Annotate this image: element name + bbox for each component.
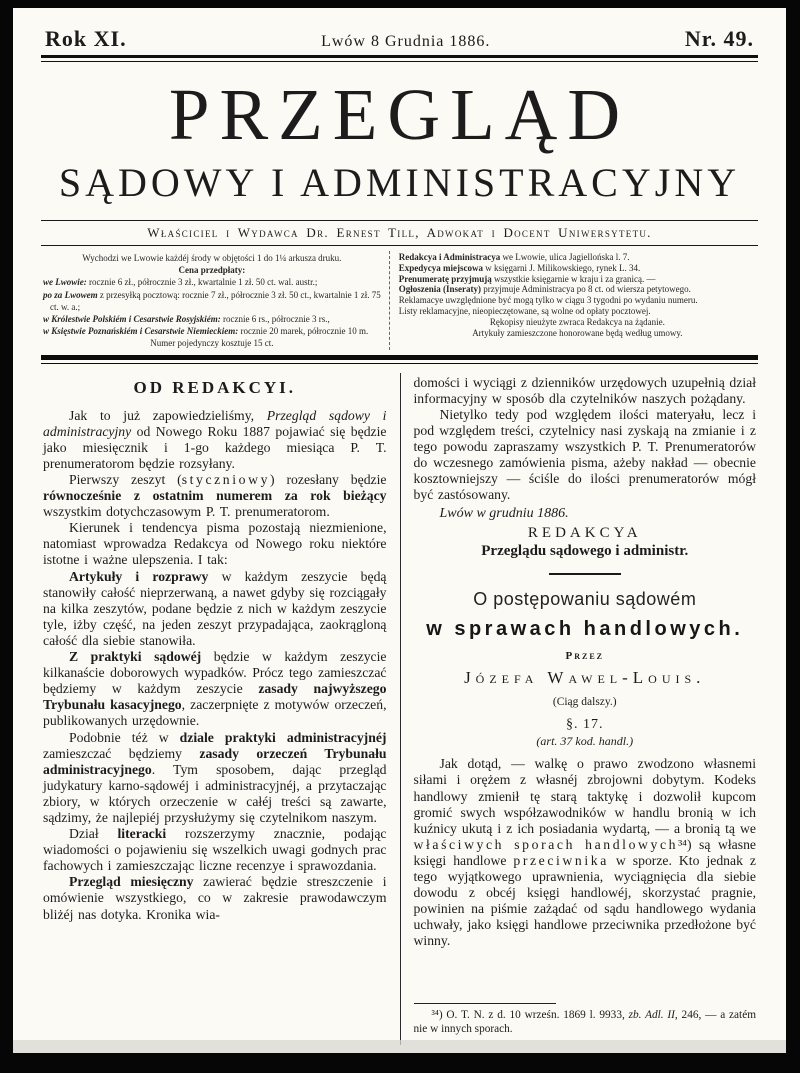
right-column — [400, 373, 759, 1045]
section-reference: (art. 37 kod. handl.) — [536, 734, 634, 749]
frequency-line: Wychodzi we Lwowie każdéj środy w objętości 1 do 1¼ arkusza druku. — [82, 253, 342, 263]
subscription-info-box — [41, 251, 389, 350]
scan-artifact-band — [13, 1040, 786, 1053]
footnote-block — [414, 1003, 757, 1044]
section-number: §. 17. — [566, 717, 604, 733]
paragraph: Artykuły i rozprawy w każdym zeszycie będą stanowiły całość nieprzerwaną, a nawet gdyby się rozciągały na kilka zeszytów, podane będzie z nich w każdym zeszycie tyle, iżby część, na jeden zeszyt przypadająca, zaokrągloną całość dla siebie stanowiła. — [43, 568, 387, 648]
issue-number: Nr. 49. — [684, 26, 754, 51]
ads-line: Ogłoszenia (Inseraty) przyjmuje Administracya po 8 ct. od wiersza petytowego. — [398, 284, 691, 295]
byline-prefix: Przez — [565, 650, 604, 663]
honoraria-note: Artykuły zamieszczone honorowane będą według umowy. — [472, 327, 683, 338]
volume-label: Rok XI. — [45, 26, 127, 51]
paragraph-continued: domości i wyciągi z dzienników urzędowych uzupełnią dział informacyjny w sposób dla czytelników naszych pożądany. — [413, 374, 756, 406]
paragraph: Przegląd miesięczny zawierać będzie streszczenie i omówienie wszystkiego, co w zakresie prawodawczym bliżéj nas dotyka. Kronika wia- — [43, 874, 387, 922]
paragraph: Jak to już zapowiedzieliśmy, Przegląd sądowy i administracyjny od Nowego Roku 1887 pojawiać się będzie jako miesięcznik i 1-go każdego miesiąca P. T. prenumeratorom będzie rozsyłany. — [43, 407, 387, 471]
footnote-rule — [414, 1003, 556, 1004]
paragraph: Nietylko tedy pod względem ilości materyału, lecz i pod względem treści, czytelnicy nasi zyskają na zmianie i z tego powodu zapraszamy wszystkich P. T. Prenumeratorów do wczesnego zamówienia pisma, ażeby nakład — obecnie kosztowniejszy — ściśle do ilości prenumeratorów mógł być zastósowany. — [413, 406, 756, 503]
section-divider-rule — [549, 573, 621, 575]
paragraph: Pierwszy zeszyt (styczniowy) rozesłany będzie równocześnie z ostatnim numerem za rok bieżący wszystkim dotychczasowym P. T. prenumeratorom. — [43, 472, 387, 520]
single-issue-price: Numer pojedynczy kosztuje 15 ct. — [150, 338, 274, 349]
paragraph: Dział literacki rozszerzymy znacznie, podając wiadomości o pojawieniu się wszelkich uwagi godnych prac fachowych i zamieszczając liczne recenzye i sprawozdania. — [43, 826, 387, 874]
manuscripts-note: Rękopisy nieużyte zwraca Redakcya na żądanie. — [489, 316, 665, 327]
subscription-line: Prenumeratę przyjmują wszystkie księgarnie w kraju i za granicą. — — [398, 273, 656, 284]
issue-dateline: Lwów 8 Grudnia 1886. — [321, 33, 491, 50]
letters-line: Listy reklamacyjne, nieopieczętowane, są wolne od opłaty pocztowej. — [398, 305, 651, 316]
article-title-line1: O postępowaniu sądowém — [473, 589, 697, 610]
price-item: po za Lwowem z przesyłką pocztową: rocznie 7 zł., półrocznie 3 zł. 50 ct., kwartalnie 1 zł. 75 ct. w. a.; — [43, 289, 381, 312]
left-column — [41, 373, 400, 1045]
signature-journal: Przeglądu sądowego i administr. — [481, 543, 689, 560]
closing-dateline: Lwów w grudniu 1886. — [439, 506, 569, 522]
body-columns — [41, 373, 758, 1045]
claims-line: Reklamacye uwzględnione być mogą tylko w ciągu 3 tygodni po wydaniu numeru. — [398, 295, 698, 306]
publisher-rule-top — [41, 220, 758, 221]
header-rule — [41, 55, 758, 62]
price-heading: Cena przedpłaty: — [178, 265, 246, 276]
editorial-info-box — [389, 251, 758, 350]
expedition-line: Expedycya miejscowa w księgarni J. Milikowskiego, rynek L. 34. — [398, 262, 641, 273]
article-author: Józefa Wawel-Louis. — [464, 668, 706, 688]
price-item: we Lwowie: rocznie 6 zł., półrocznie 3 zł., kwartalnie 1 zł. 50 ct. wal. austr.; — [43, 277, 318, 288]
paragraph: Kierunek i tendencya pisma pozostają niezmienione, natomiast wprowadza Redakcya od Nowego roku niektóre istotne i ważne ulepszenia. I tak: — [43, 520, 387, 568]
journal-title-line1: PRZEGLĄD — [168, 74, 631, 155]
journal-title-line2: SĄDOWY I ADMINISTRACYJNY — [58, 160, 741, 205]
footnote-text: ³⁴) O. T. N. z d. 10 wrześn. 1869 l. 9933, zb. Adl. II, 246, — a zatém nie w innych sporach. — [413, 1009, 756, 1036]
article-title-line2: w sprawach handlowych. — [426, 618, 744, 641]
section-title: OD REDAKCYI. — [133, 377, 297, 397]
publisher-line: Właściciel i Wydawca Dr. Ernest Till, Adwokat i Docent Uniwersytetu. — [147, 225, 652, 240]
editorial-address-line: Redakcya i Administracya we Lwowie, ulica Jagiellońska l. 7. — [398, 252, 630, 262]
signature-redakcya: REDAKCYA — [527, 525, 642, 542]
issue-header — [41, 26, 758, 52]
paragraph: Podobnie téż w dziale praktyki administracyjnéj zamieszczać będziemy zasady orzeczeń Trybunału administracyjnego. Tym sposobem, dając przegląd judykatury karno-sądowéj i administracyjnéj, a przytaczając zbiory, w których orzeczenie w całéj treści są zawarte, sądzimy, że najlepiéj przysłużymy się czytelnikom naszym. — [43, 729, 387, 825]
masthead-bottom-rule — [41, 355, 758, 364]
publisher-rule-bottom — [41, 245, 758, 246]
continuation-note: (Ciąg dalszy.) — [552, 696, 617, 709]
price-item: w Królestwie Polskiém i Cesarstwie Rosyjskiém: rocznie 6 rs., półrocznie 3 rs., — [43, 314, 330, 325]
paper-sheet — [13, 8, 786, 1053]
price-item: w Księstwie Poznańskiém i Cesarstwie Niemieckiem: rocznie 20 marek, półrocznie 10 m. — [43, 326, 369, 337]
article-paragraph: Jak dotąd, — walkę o prawo zwodzono własnemi siłami i orężem z własnéj zbrojowni dobytym. Kodeks handlowy zmienił tę starą taktykę i dozwolił kupcom gromić swych współzawodników w handlu bronią w ich kuźnicy ukutą i z ich posiadania wydartą, — a bronią tą we właściwych sporach handlowych³⁴) są własne księgi handlowe przeciwnika w sporze. Kto jednak z tego wyjątkowego uprawnienia, wyciągnięcia dla siebie dowodu z obcéj księgi handlowéj, skorzystać pragnie, powinien na piśmie zażądać od sądu handlowego wydania uchwały, jako księgi handlowe przeciwnika przedłożone być winny. — [413, 756, 756, 949]
paragraph: Z praktyki sądowéj będzie w każdym zeszycie kilkanaście doborowych wypadków. Prócz tego zamieszczać będziemy w każdym zeszycie zasady najwyższego Trybunału kasacyjnego, zaczerpnięte z motywów orzeczeń, publikowanych urzędownie. — [43, 649, 387, 729]
masthead-info — [41, 251, 758, 355]
